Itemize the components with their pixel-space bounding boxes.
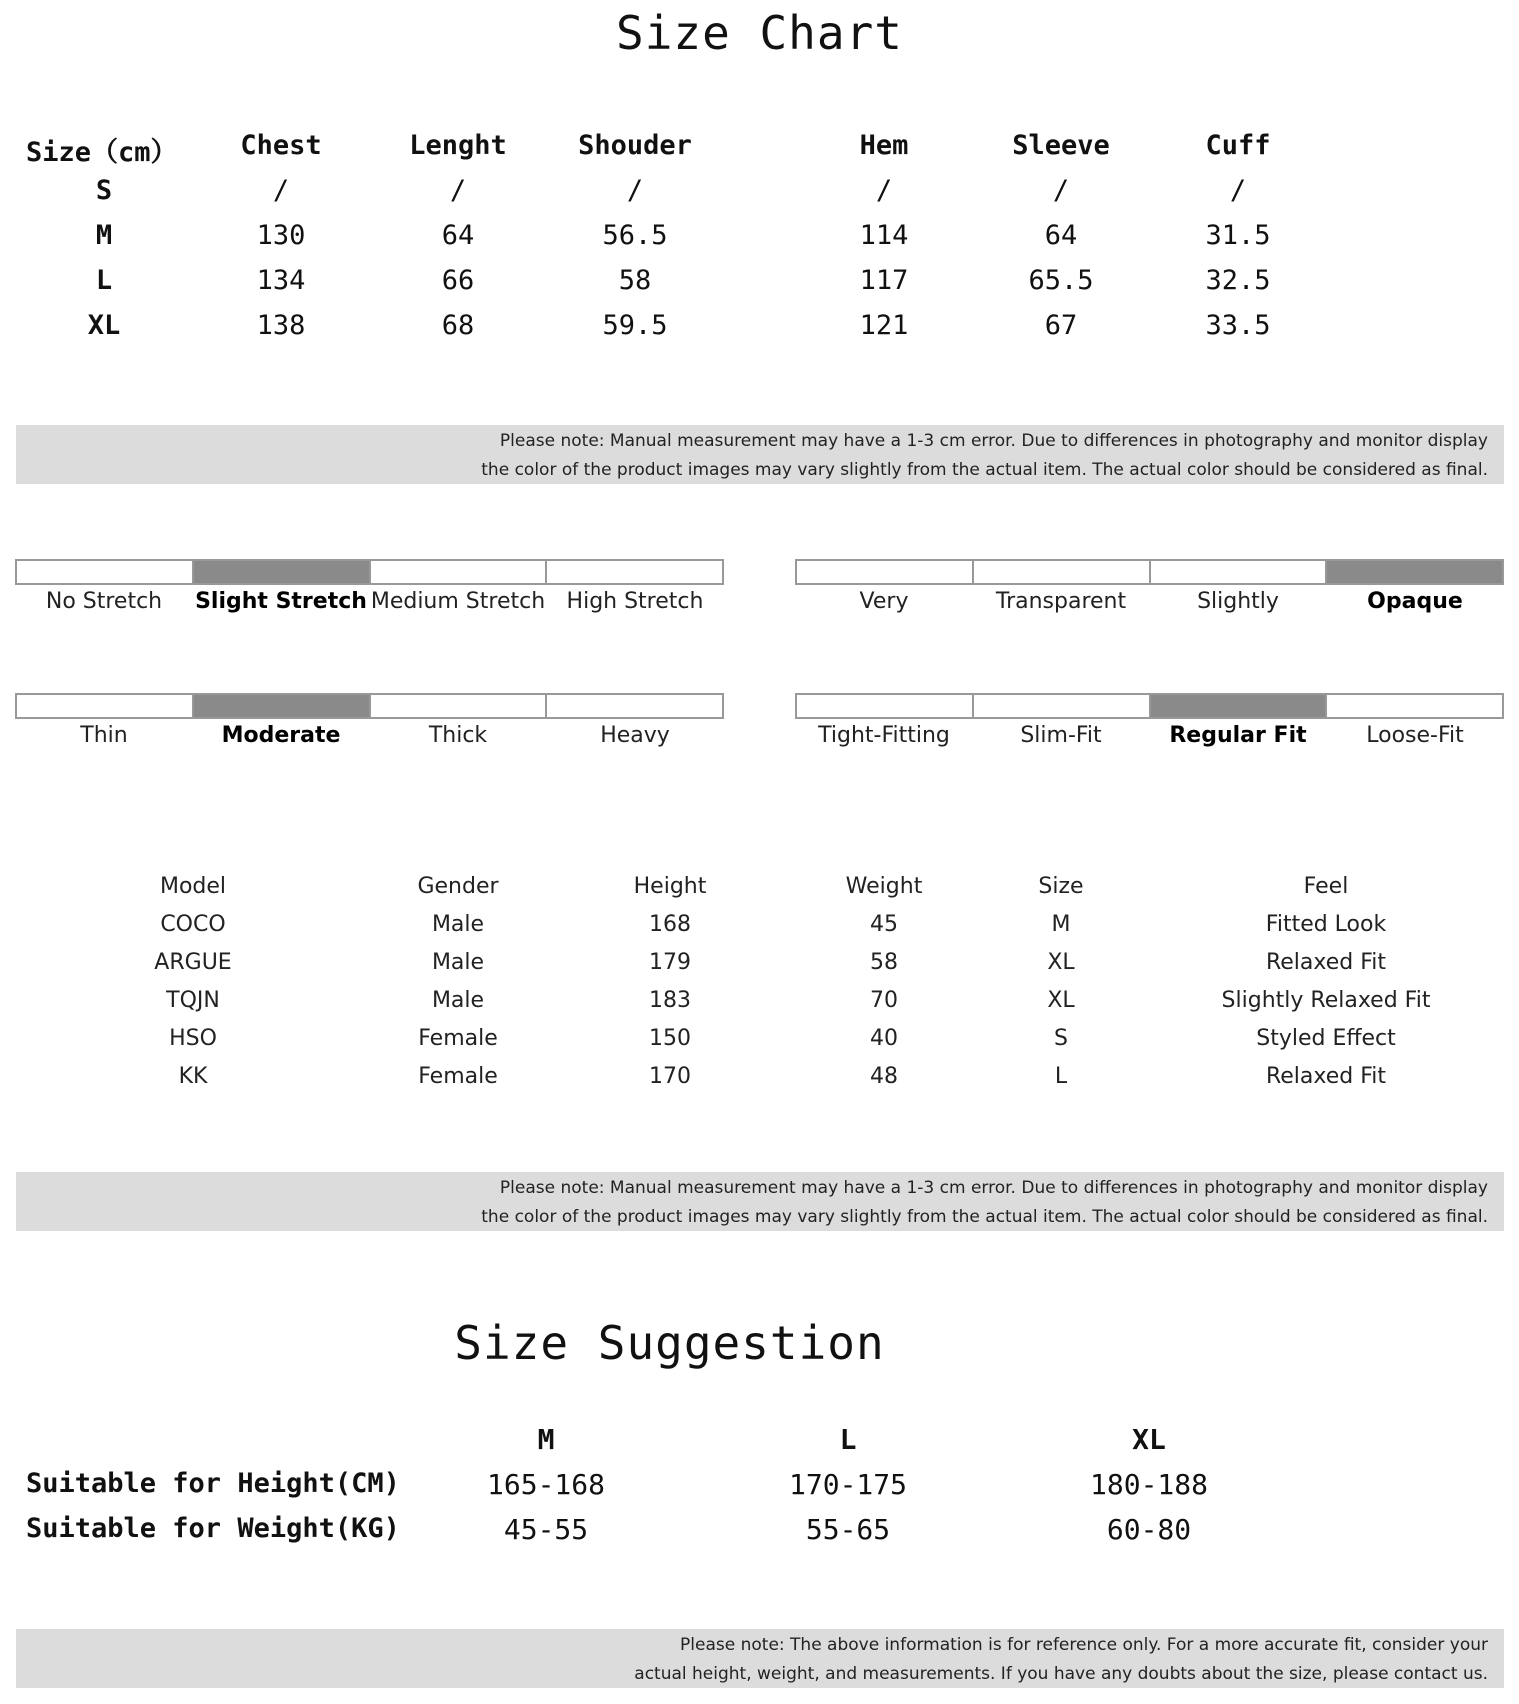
size-cell: 66	[441, 265, 475, 296]
model-cell: XL	[1047, 988, 1075, 1013]
scale-segment	[1151, 561, 1328, 583]
model-cell: Relaxed Fit	[1265, 950, 1387, 975]
size-cell: /	[272, 175, 290, 206]
note-line: Please note: Manual measurement may have a 1-3 cm error. Due to differences in photography and monitor display	[499, 1178, 1488, 1198]
suggestion-size-header: XL	[1132, 1423, 1166, 1456]
size-cell: /	[875, 175, 893, 206]
size-cell: 58	[618, 265, 652, 296]
scale-segment	[17, 695, 194, 717]
model-cell: Male	[431, 912, 485, 937]
stretch-label: High Stretch	[566, 589, 704, 614]
transparency-scale	[795, 559, 1504, 585]
model-cell: HSO	[169, 1026, 217, 1051]
gender-header: Gender	[417, 874, 499, 899]
scale-segment	[1327, 695, 1502, 717]
scale-segment	[974, 561, 1151, 583]
size-cell: 31.5	[1205, 220, 1271, 251]
thickness-label: Heavy	[600, 723, 670, 748]
scale-segment	[547, 561, 722, 583]
length-header: Lenght	[409, 130, 507, 161]
model-cell: 179	[649, 950, 691, 975]
size-row-label: M	[95, 220, 113, 251]
height-header: Height	[633, 874, 707, 899]
transparency-label-selected: Opaque	[1367, 589, 1463, 614]
model-cell: 168	[649, 912, 691, 937]
size-header: Size（cm）	[26, 137, 178, 168]
model-cell: COCO	[160, 912, 226, 937]
model-cell: 70	[870, 988, 898, 1013]
size-cell: 68	[441, 310, 475, 341]
sleeve-header: Sleeve	[1012, 130, 1110, 161]
suggestion-cell: 170-175	[788, 1468, 908, 1501]
transparency-label: Transparent	[995, 589, 1127, 614]
fit-label-selected: Regular Fit	[1169, 723, 1307, 748]
thickness-label-selected: Moderate	[221, 723, 341, 748]
thickness-label: Thick	[428, 723, 488, 748]
model-cell: Male	[431, 988, 485, 1013]
suggestion-cell: 165-168	[486, 1468, 606, 1501]
scale-segment	[797, 561, 974, 583]
size-cell: 64	[1044, 220, 1078, 251]
size-cell: 65.5	[1028, 265, 1094, 296]
size-cell: /	[1229, 175, 1247, 206]
scale-segment	[371, 561, 548, 583]
stretch-label: No Stretch	[45, 589, 163, 614]
stretch-label-selected: Slight Stretch	[195, 589, 367, 614]
fit-scale	[795, 693, 1504, 719]
model-cell: XL	[1047, 950, 1075, 975]
scale-segment	[547, 695, 722, 717]
size-header: Size	[1038, 874, 1084, 899]
model-cell: ARGUE	[154, 950, 232, 975]
model-header: Model	[159, 874, 227, 899]
thickness-label: Thin	[80, 723, 128, 748]
size-cell: /	[449, 175, 467, 206]
model-cell: TQJN	[166, 988, 220, 1013]
scale-segment-selected	[194, 695, 371, 717]
height-row-label: Suitable for Height(CM)	[26, 1468, 400, 1499]
size-row-label: L	[95, 265, 113, 296]
suggestion-cell: 60-80	[1106, 1513, 1192, 1546]
scale-segment-selected	[1151, 695, 1328, 717]
size-cell: 56.5	[602, 220, 668, 251]
model-cell: S	[1054, 1026, 1068, 1051]
size-cell: 32.5	[1205, 265, 1271, 296]
note-line: the color of the product images may vary slightly from the actual item. The actual color should be considered as final.	[481, 460, 1488, 480]
size-cell: 121	[859, 310, 909, 341]
model-cell: KK	[178, 1064, 208, 1089]
weight-row-label: Suitable for Weight(KG)	[26, 1513, 400, 1544]
note-line: actual height, weight, and measurements. If you have any doubts about the size, please contact us.	[634, 1664, 1488, 1684]
model-cell: Female	[418, 1026, 498, 1051]
scale-segment-selected	[1327, 561, 1502, 583]
model-cell: 170	[649, 1064, 691, 1089]
model-cell: 40	[870, 1026, 898, 1051]
note-line: the color of the product images may vary slightly from the actual item. The actual color should be considered as final.	[481, 1207, 1488, 1227]
stretch-scale	[15, 559, 724, 585]
size-cell: 33.5	[1205, 310, 1271, 341]
note-line: Please note: Manual measurement may have a 1-3 cm error. Due to differences in photography and monitor display	[499, 431, 1488, 451]
measurement-note	[16, 425, 1504, 484]
model-cell: 48	[870, 1064, 898, 1089]
suggestion-cell: 55-65	[805, 1513, 891, 1546]
scale-segment	[797, 695, 974, 717]
reference-note	[16, 1629, 1504, 1688]
model-cell: Fitted Look	[1265, 912, 1387, 937]
size-cell: 59.5	[602, 310, 668, 341]
model-cell: 58	[870, 950, 898, 975]
model-cell: Female	[418, 1064, 498, 1089]
model-cell: L	[1054, 1064, 1068, 1089]
size-cell: 67	[1044, 310, 1078, 341]
fit-label: Slim-Fit	[1020, 723, 1102, 748]
transparency-label: Very	[859, 589, 909, 614]
transparency-label: Slightly	[1197, 589, 1279, 614]
size-cell: 130	[256, 220, 306, 251]
measurement-note	[16, 1172, 1504, 1231]
suggestion-cell: 180-188	[1089, 1468, 1209, 1501]
model-cell: Slightly Relaxed Fit	[1221, 988, 1431, 1013]
hem-header: Hem	[859, 130, 909, 161]
size-row-label: S	[95, 175, 113, 206]
size-cell: /	[1052, 175, 1070, 206]
model-cell: Relaxed Fit	[1265, 1064, 1387, 1089]
shoulder-header: Shouder	[578, 130, 692, 161]
weight-header: Weight	[845, 874, 923, 899]
size-cell: 134	[256, 265, 306, 296]
scale-segment	[371, 695, 548, 717]
model-cell: M	[1051, 912, 1071, 937]
fit-label: Loose-Fit	[1366, 723, 1464, 748]
cuff-header: Cuff	[1205, 130, 1271, 161]
size-cell: /	[626, 175, 644, 206]
stretch-label: Medium Stretch	[370, 589, 546, 614]
scale-segment	[974, 695, 1151, 717]
scale-segment-selected	[194, 561, 371, 583]
suggestion-cell: 45-55	[503, 1513, 589, 1546]
size-cell: 117	[859, 265, 909, 296]
model-cell: 45	[870, 912, 898, 937]
chest-header: Chest	[240, 130, 322, 161]
model-cell: 183	[649, 988, 691, 1013]
size-suggestion-title: Size Suggestion	[454, 1316, 885, 1370]
size-row-label: XL	[87, 310, 121, 341]
model-cell: Male	[431, 950, 485, 975]
model-cell: 150	[649, 1026, 691, 1051]
model-cell: Styled Effect	[1256, 1026, 1396, 1051]
size-cell: 138	[256, 310, 306, 341]
thickness-scale	[15, 693, 724, 719]
suggestion-size-header: L	[839, 1423, 857, 1456]
note-line: Please note: The above information is for reference only. For a more accurate fit, consider your	[680, 1635, 1488, 1655]
scale-segment	[17, 561, 194, 583]
fit-label: Tight-Fitting	[818, 723, 950, 748]
size-cell: 64	[441, 220, 475, 251]
size-cell: 114	[859, 220, 909, 251]
suggestion-size-header: M	[537, 1423, 555, 1456]
feel-header: Feel	[1303, 874, 1349, 899]
size-chart-title: Size Chart	[616, 6, 903, 60]
